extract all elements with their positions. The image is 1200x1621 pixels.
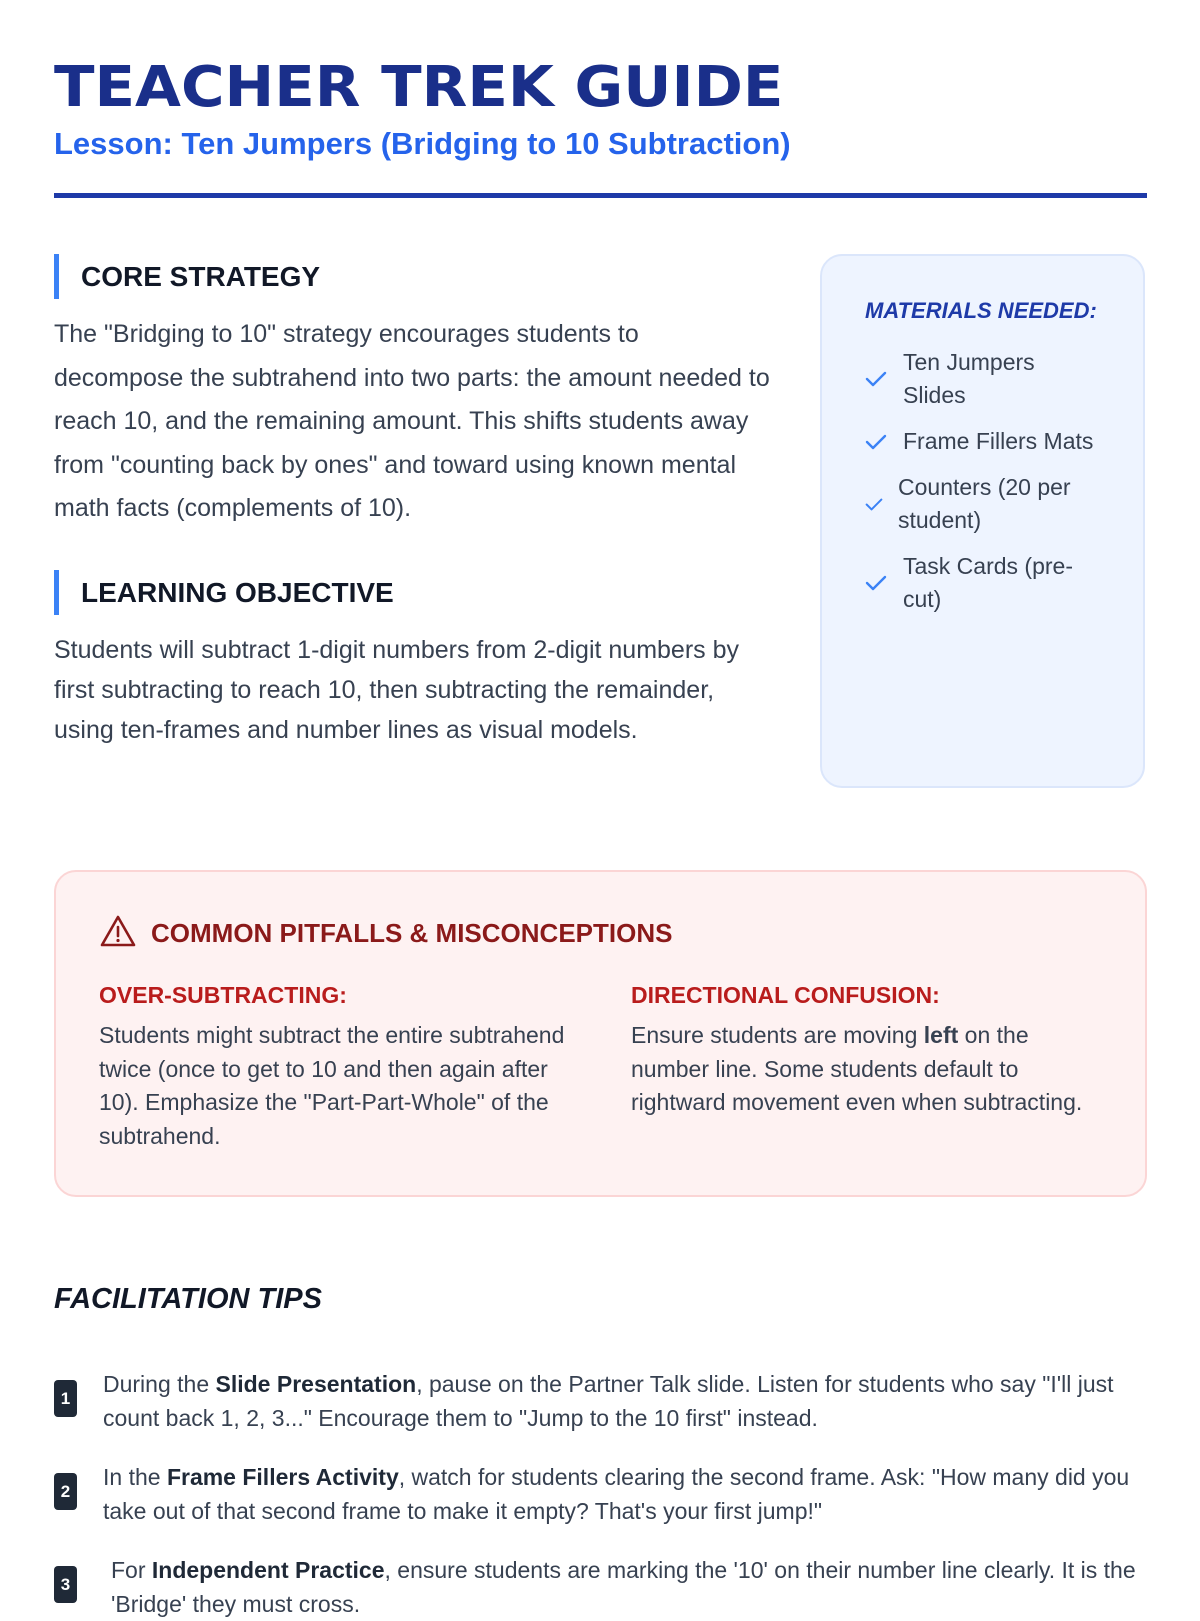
tip-text-emphasis: Independent Practice <box>151 1557 385 1583</box>
page-title: TEACHER TREK GUIDE <box>54 55 784 120</box>
materials-item <box>865 471 1115 537</box>
materials-title: MATERIALS NEEDED: <box>865 298 1097 323</box>
pitfall-text-emphasis: left <box>923 1022 959 1048</box>
pitfalls-panel <box>54 870 1147 1197</box>
tip-text <box>103 1368 1133 1435</box>
tip-text-part: For <box>111 1557 152 1583</box>
pitfall-text-part: Ensure students are moving <box>631 1022 924 1048</box>
materials-item <box>865 346 1115 412</box>
tip-number-badge: 2 <box>54 1473 77 1510</box>
pitfall-text-part: on the number line. Some students default to rightward movement even when subtracting. <box>631 1022 1083 1115</box>
warning-triangle-icon <box>99 914 137 953</box>
materials-panel <box>820 254 1145 788</box>
tip-text <box>111 1554 1141 1621</box>
tip-number-badge: 3 <box>54 1566 77 1603</box>
tip-text-part: In the <box>103 1464 167 1490</box>
materials-item <box>865 425 1115 458</box>
tip-text-part: During the <box>103 1371 216 1397</box>
tip-item <box>54 1554 1147 1621</box>
facilitation-tips-heading: FACILITATION TIPS <box>54 1283 322 1315</box>
pitfall-title: DIRECTIONAL CONFUSION: <box>631 982 940 1008</box>
pitfalls-header <box>99 914 672 953</box>
pitfall-item <box>631 982 1106 1120</box>
tip-text-part: , pause on the Partner Talk slide. Listen for students who say "I'll just count back 1, 2, 3..." Encourage them to "Jump to the 10 first" instead. <box>103 1371 1114 1431</box>
materials-item-label: Task Cards (pre-cut) <box>903 553 1073 612</box>
materials-item <box>865 550 1115 616</box>
check-icon <box>865 370 903 388</box>
pitfall-title: OVER-SUBTRACTING: <box>99 982 347 1008</box>
learning-objective-heading: LEARNING OBJECTIVE <box>54 570 394 615</box>
learning-objective-text: Students will subtract 1-digit numbers from 2-digit numbers by first subtracting to reach 10, then subtracting the remainder, using ten-frames and number lines as visual models. <box>54 636 740 744</box>
tip-text <box>103 1461 1133 1528</box>
pitfall-text: Students might subtract the entire subtrahend twice (once to get to 10 and then again after 10). Emphasize the "Part-Part-Whole" of the subtrahend. <box>99 1022 565 1149</box>
materials-item-label: Frame Fillers Mats <box>903 428 1094 454</box>
check-icon <box>865 433 903 451</box>
pitfall-item <box>99 982 584 1153</box>
materials-item-label: Ten Jumpers Slides <box>903 349 1035 408</box>
pitfalls-heading: COMMON PITFALLS & MISCONCEPTIONS <box>151 918 673 948</box>
tip-text-emphasis: Frame Fillers Activity <box>166 1464 399 1490</box>
lesson-subtitle: Lesson: Ten Jumpers (Bridging to 10 Subtraction) <box>54 126 791 161</box>
check-icon <box>865 497 898 512</box>
core-strategy-heading: CORE STRATEGY <box>54 254 320 299</box>
tip-item <box>54 1461 1147 1528</box>
pitfall-text <box>631 1019 1106 1120</box>
core-strategy-text: The "Bridging to 10" strategy encourages students to decompose the subtrahend into two parts: the amount needed to reach 10, and the remaining amount. This shifts students away from "counting back by ones" and toward using known mental math facts (complements of 10). <box>54 320 770 522</box>
check-icon <box>865 574 903 592</box>
tip-text-part: , watch for students clearing the second frame. Ask: "How many did you take out of that second frame to make it empty? That's your first jump!" <box>103 1464 1130 1524</box>
materials-item-label: Counters (20 per student) <box>898 474 1071 533</box>
materials-list <box>865 346 1115 629</box>
tip-number-badge: 1 <box>54 1380 77 1417</box>
header-divider <box>54 193 1147 198</box>
tip-item <box>54 1368 1147 1435</box>
tip-text-part: , ensure students are marking the '10' on their number line clearly. It is the 'Bridge' they must cross. <box>111 1557 1136 1617</box>
tip-text-emphasis: Slide Presentation <box>215 1371 417 1397</box>
